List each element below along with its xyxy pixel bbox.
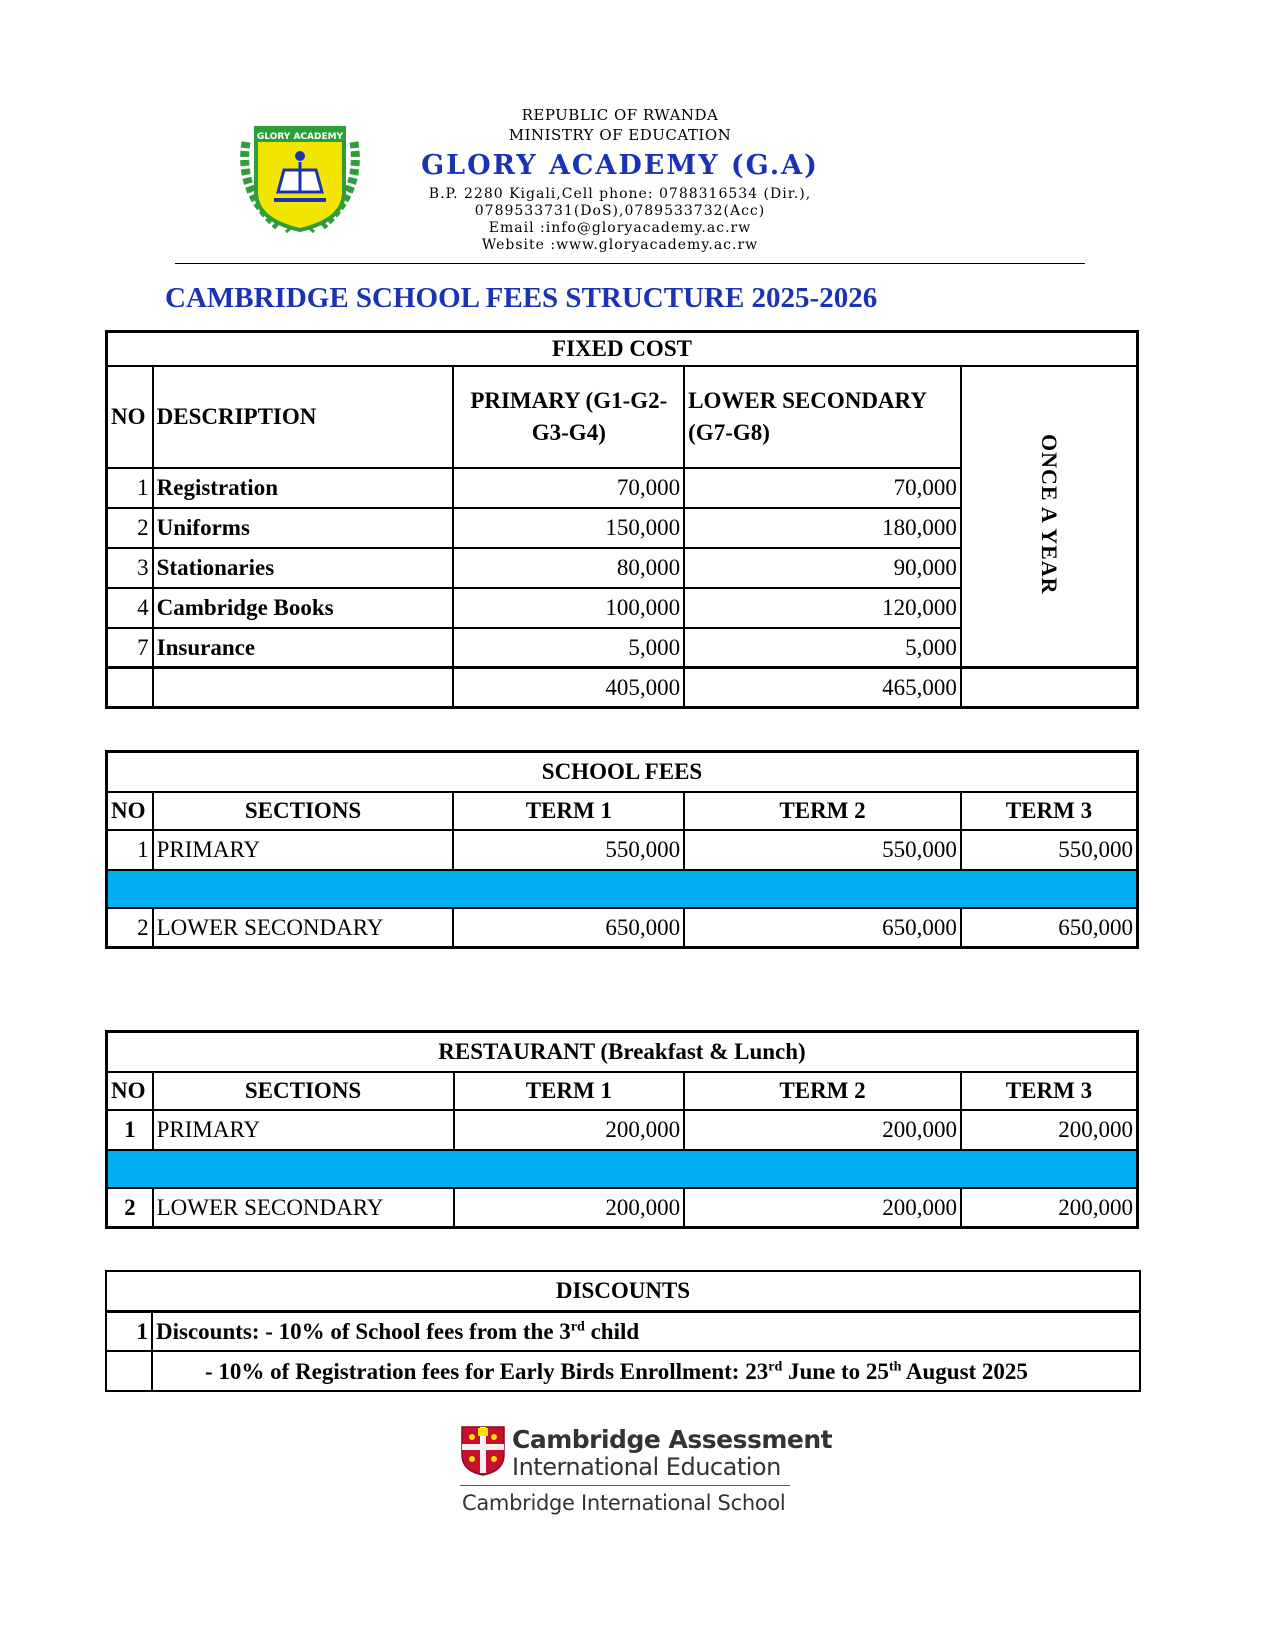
row-lower-amount: 5,000	[684, 628, 961, 668]
school-fees-table	[105, 750, 1139, 949]
row-description: Stationaries	[153, 548, 454, 588]
discount-no: 1	[106, 1311, 152, 1351]
header-ministry: MINISTRY OF EDUCATION	[508, 126, 732, 144]
total-primary-amount: 405,000	[453, 668, 684, 708]
row-term2: 200,000	[684, 1188, 961, 1228]
row-term3: 200,000	[961, 1188, 1138, 1228]
row-term1: 550,000	[453, 830, 684, 870]
cambridge-logo	[460, 1425, 833, 1515]
col-header-sections: SECTIONS	[153, 792, 454, 830]
row-section: PRIMARY	[153, 1110, 454, 1150]
fixed-cost-table	[105, 330, 1139, 709]
total-row	[107, 668, 1138, 708]
row-no: 4	[107, 588, 153, 628]
separator-row	[107, 870, 1138, 908]
cambridge-brand-line2: International Education	[512, 1453, 781, 1481]
row-term2: 200,000	[684, 1110, 961, 1150]
row-term3: 550,000	[961, 830, 1138, 870]
row-no: 1	[107, 1110, 153, 1150]
discounts-heading: DISCOUNTS	[106, 1271, 1140, 1311]
row-term1: 200,000	[454, 1188, 685, 1228]
discounts-table	[105, 1270, 1141, 1392]
col-header-term1: TERM 1	[454, 1072, 685, 1110]
page-title: CAMBRIDGE SCHOOL FEES STRUCTURE 2025-2026	[165, 282, 878, 314]
table-row	[107, 908, 1138, 948]
separator-row	[107, 1150, 1138, 1188]
row-no: 2	[107, 908, 153, 948]
row-no: 2	[107, 1188, 153, 1228]
cambridge-shield-icon	[460, 1425, 506, 1477]
fixed-cost-heading: FIXED COST	[107, 332, 1138, 366]
row-lower-amount: 70,000	[684, 468, 961, 508]
row-term1: 650,000	[453, 908, 684, 948]
school-fees-heading: SCHOOL FEES	[107, 752, 1138, 792]
restaurant-heading: RESTAURANT (Breakfast & Lunch)	[107, 1032, 1138, 1072]
header-divider	[175, 263, 1085, 264]
row-description: Cambridge Books	[153, 588, 454, 628]
row-lower-amount: 120,000	[684, 588, 961, 628]
school-name: GLORY ACADEMY (G.A)	[421, 150, 819, 181]
col-header-description: DESCRIPTION	[153, 366, 454, 468]
restaurant-table	[105, 1030, 1139, 1229]
header-country: REPUBLIC OF RWANDA	[521, 106, 719, 124]
table-row	[107, 830, 1138, 870]
col-header-no: NO	[107, 792, 153, 830]
cambridge-brand-line1: Cambridge Assessment	[512, 1425, 833, 1454]
glory-academy-logo	[238, 122, 362, 240]
row-term3: 200,000	[961, 1110, 1138, 1150]
logo-banner-text: GLORY ACADEMY	[256, 132, 344, 142]
total-lower-amount: 465,000	[684, 668, 961, 708]
table-row	[107, 1110, 1138, 1150]
discount-line-2: - 10% of Registration fees for Early Birds Enrollment: 23rd June to 25th August 2025	[152, 1351, 1140, 1391]
row-no: 3	[107, 548, 153, 588]
row-lower-amount: 90,000	[684, 548, 961, 588]
header-email: Email :info@gloryacademy.ac.rw	[488, 220, 752, 236]
row-primary-amount: 5,000	[453, 628, 684, 668]
col-header-primary: PRIMARY (G1-G2- G3-G4)	[453, 366, 684, 468]
table-row	[107, 1188, 1138, 1228]
row-lower-amount: 180,000	[684, 508, 961, 548]
header-website: Website :www.gloryacademy.ac.rw	[481, 237, 759, 253]
col-header-no: NO	[107, 1072, 153, 1110]
row-primary-amount: 150,000	[453, 508, 684, 548]
row-no: 1	[107, 830, 153, 870]
row-term2: 650,000	[684, 908, 961, 948]
col-header-no: NO	[107, 366, 153, 468]
row-description: Uniforms	[153, 508, 454, 548]
col-header-term2: TERM 2	[684, 792, 961, 830]
col-header-term2: TERM 2	[684, 1072, 961, 1110]
row-term1: 200,000	[454, 1110, 685, 1150]
row-primary-amount: 80,000	[453, 548, 684, 588]
row-term2: 550,000	[684, 830, 961, 870]
row-description: Insurance	[153, 628, 454, 668]
row-description: Registration	[153, 468, 454, 508]
row-primary-amount: 100,000	[453, 588, 684, 628]
cambridge-brand-line3: Cambridge International School	[462, 1491, 786, 1515]
col-header-sections: SECTIONS	[153, 1072, 454, 1110]
col-header-term3: TERM 3	[961, 1072, 1138, 1110]
row-primary-amount: 70,000	[453, 468, 684, 508]
col-header-lower-secondary: LOWER SECONDARY (G7-G8)	[684, 366, 961, 468]
row-section: PRIMARY	[153, 830, 454, 870]
row-section: LOWER SECONDARY	[153, 1188, 454, 1228]
header-address-line1: B.P. 2280 Kigali,Cell phone: 0788316534 (Dir.),	[428, 186, 812, 202]
row-term3: 650,000	[961, 908, 1138, 948]
cambridge-divider	[460, 1485, 790, 1486]
row-section: LOWER SECONDARY	[153, 908, 454, 948]
row-no: 1	[107, 468, 153, 508]
discount-line-1: Discounts: - 10% of School fees from the 3rd child	[152, 1311, 1140, 1351]
col-header-term1: TERM 1	[453, 792, 684, 830]
row-no: 2	[107, 508, 153, 548]
frequency-label: ONCE A YEAR	[961, 366, 1138, 668]
col-header-term3: TERM 3	[961, 792, 1138, 830]
row-no: 7	[107, 628, 153, 668]
header-address-line2: 0789533731(DoS),0789533732(Acc)	[474, 203, 766, 219]
